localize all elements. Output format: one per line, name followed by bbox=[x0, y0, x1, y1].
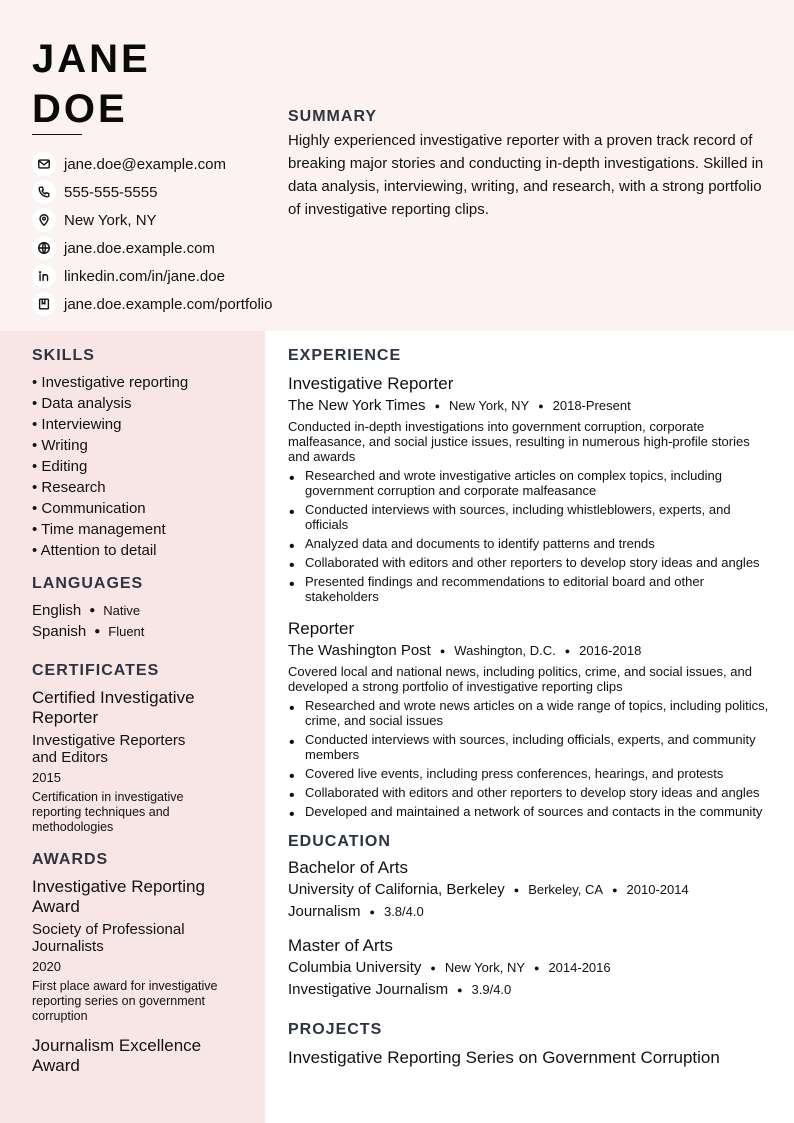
contact-website[interactable] bbox=[32, 234, 292, 262]
school-name: Columbia University bbox=[288, 959, 422, 976]
award-title: Journalism Excellence Award bbox=[32, 1036, 202, 1075]
separator-dot: ● bbox=[612, 885, 618, 895]
award-issuer: Society of Professional Journalists bbox=[32, 921, 185, 955]
summary-heading: SUMMARY bbox=[288, 108, 378, 125]
contact-email[interactable] bbox=[32, 150, 292, 178]
certificates-heading: CERTIFICATES bbox=[32, 662, 160, 679]
job-location: New York, NY bbox=[449, 398, 530, 413]
job-description: Covered local and national news, including politics, crime, and social issues, and developed a strong portfolio of investigative reporting clips bbox=[288, 664, 752, 694]
separator-dot: ● bbox=[538, 401, 544, 411]
skill-item: • Writing bbox=[32, 437, 88, 454]
language-level: Native bbox=[103, 603, 141, 618]
company-name: The New York Times bbox=[288, 397, 426, 414]
languages-section bbox=[32, 575, 257, 642]
separator-dot: ● bbox=[94, 626, 101, 637]
award-item bbox=[32, 1036, 257, 1076]
separator-dot: ● bbox=[434, 401, 440, 411]
degree-title: Bachelor of Arts bbox=[288, 858, 409, 877]
degree-title: Master of Arts bbox=[288, 936, 393, 955]
school-name: University of California, Berkeley bbox=[288, 881, 505, 898]
company-name: The Washington Post bbox=[288, 642, 431, 659]
separator-dot: ● bbox=[89, 605, 96, 616]
certificate-title: Certified Investigative Reporter bbox=[32, 688, 195, 727]
summary-text: Highly experienced investigative reporter with a proven track record of breaking major stories and conducting in-depth investigations. Skilled in data analysis, interviewing, writing, and research, with a strong portfolio of investigative reporting clips. bbox=[288, 132, 764, 218]
experience-section bbox=[288, 347, 772, 819]
bullet-item: • Researched and wrote investigative articles on complex topics, including government corruption and corporate malfeasance bbox=[288, 468, 772, 498]
separator-dot: ● bbox=[564, 646, 571, 656]
education-field-row bbox=[288, 901, 772, 923]
bullet-item: • Collaborated with editors and other reporters to develop story ideas and angles bbox=[288, 785, 772, 800]
skill-item: • Data analysis bbox=[32, 395, 132, 412]
portfolio-icon bbox=[32, 292, 56, 316]
job-dates: 2016-2018 bbox=[579, 643, 642, 658]
separator-dot: ● bbox=[534, 963, 540, 973]
languages-heading: LANGUAGES bbox=[32, 575, 144, 592]
contact-list bbox=[32, 150, 292, 318]
certificate-year: 2015 bbox=[32, 770, 61, 785]
location-pin-icon bbox=[32, 208, 56, 232]
separator-dot: ● bbox=[457, 985, 463, 995]
contact-linkedin-text: linkedin.com/in/jane.doe bbox=[64, 267, 225, 285]
bullet-item: • Presented findings and recommendations to editorial board and other stakeholders bbox=[288, 574, 772, 604]
education-dates: 2010-2014 bbox=[626, 882, 689, 897]
experience-heading: EXPERIENCE bbox=[288, 347, 402, 364]
school-location: Berkeley, CA bbox=[528, 882, 604, 897]
job-location: Washington, D.C. bbox=[454, 643, 556, 658]
bullet-item: • Developed and maintained a network of sources and contacts in the community bbox=[288, 804, 772, 819]
job-meta bbox=[288, 395, 772, 417]
skill-item: • Attention to detail bbox=[32, 542, 157, 559]
bullet-item: • Researched and wrote news articles on a wide range of topics, including politics, crime, and social issues bbox=[288, 698, 772, 728]
skills-heading: SKILLS bbox=[32, 347, 95, 364]
education-heading: EDUCATION bbox=[288, 833, 391, 850]
job-title: Investigative Reporter bbox=[288, 374, 454, 393]
skill-item: • Investigative reporting bbox=[32, 374, 189, 391]
award-year: 2020 bbox=[32, 959, 61, 974]
phone-icon bbox=[32, 180, 56, 204]
projects-section bbox=[288, 1021, 772, 1069]
bullet-item: • Analyzed data and documents to identify patterns and trends bbox=[288, 536, 772, 551]
contact-location-text: New York, NY bbox=[64, 211, 157, 229]
awards-section bbox=[32, 851, 257, 1076]
award-description: First place award for investigative reporting series on government corruption bbox=[32, 979, 218, 1023]
contact-phone[interactable] bbox=[32, 178, 292, 206]
skills-section bbox=[32, 347, 257, 561]
job-entry bbox=[288, 373, 772, 604]
project-title: Investigative Reporting Series on Government Corruption bbox=[288, 1048, 720, 1067]
certificates-section bbox=[32, 662, 257, 835]
bullet-item: • Conducted interviews with sources, including officials, experts, and community members bbox=[288, 732, 772, 762]
certificate-issuer: Investigative Reporters and Editors bbox=[32, 732, 186, 766]
skill-item: • Interviewing bbox=[32, 416, 122, 433]
contact-portfolio[interactable] bbox=[32, 290, 292, 318]
language-name: Spanish bbox=[32, 623, 87, 640]
awards-heading: AWARDS bbox=[32, 851, 109, 868]
award-item bbox=[32, 877, 257, 1024]
job-bullets bbox=[288, 468, 772, 604]
bullet-item: • Collaborated with editors and other reporters to develop story ideas and angles bbox=[288, 555, 772, 570]
skills-list bbox=[32, 372, 257, 561]
separator-dot: ● bbox=[439, 646, 446, 656]
bullet-item: • Covered live events, including press conferences, hearings, and protests bbox=[288, 766, 772, 781]
field-of-study: Journalism bbox=[288, 903, 361, 920]
contact-portfolio-text: jane.doe.example.com/portfolio bbox=[64, 295, 273, 313]
candidate-name bbox=[32, 34, 151, 134]
contact-location bbox=[32, 206, 292, 234]
education-entry bbox=[288, 935, 772, 1001]
skill-item: • Research bbox=[32, 479, 106, 496]
name-divider bbox=[32, 134, 82, 135]
language-item bbox=[32, 600, 257, 621]
separator-dot: ● bbox=[430, 963, 436, 973]
job-dates: 2018-Present bbox=[552, 398, 631, 413]
education-meta bbox=[288, 957, 772, 979]
education-section bbox=[288, 833, 772, 1001]
sidebar bbox=[32, 347, 257, 1076]
last-name: DOE bbox=[32, 87, 128, 131]
skill-item: • Time management bbox=[32, 521, 166, 538]
award-title: Investigative Reporting Award bbox=[32, 877, 205, 916]
separator-dot: ● bbox=[369, 907, 375, 917]
language-item bbox=[32, 621, 257, 642]
contact-phone-text: 555-555-5555 bbox=[64, 183, 158, 201]
main-column bbox=[288, 347, 772, 1069]
education-dates: 2014-2016 bbox=[548, 960, 611, 975]
education-field-row bbox=[288, 979, 772, 1001]
globe-icon bbox=[32, 236, 56, 260]
separator-dot: ● bbox=[513, 885, 520, 895]
gpa: 3.9/4.0 bbox=[471, 982, 512, 997]
gpa: 3.8/4.0 bbox=[383, 904, 424, 919]
job-title: Reporter bbox=[288, 619, 355, 638]
job-bullets bbox=[288, 698, 772, 819]
language-level: Fluent bbox=[108, 624, 145, 639]
skill-item: • Editing bbox=[32, 458, 88, 475]
contact-website-text: jane.doe.example.com bbox=[64, 239, 215, 257]
job-entry bbox=[288, 618, 772, 819]
skill-item: • Communication bbox=[32, 500, 146, 517]
contact-email-text: jane.doe@example.com bbox=[64, 155, 226, 173]
education-meta bbox=[288, 879, 772, 901]
education-entry bbox=[288, 857, 772, 923]
mail-icon bbox=[32, 152, 56, 176]
linkedin-icon bbox=[32, 264, 56, 288]
first-name: JANE bbox=[32, 37, 151, 81]
summary-section bbox=[288, 108, 768, 221]
certificate-description: Certification in investigative reporting techniques and methodologies bbox=[32, 790, 184, 834]
job-meta bbox=[288, 640, 772, 662]
certificate-item bbox=[32, 688, 257, 835]
job-description: Conducted in-depth investigations into government corruption, corporate malfeasance, and social justice issues, resulting in numerous high-profile stories and awards bbox=[288, 419, 750, 464]
bullet-item: • Conducted interviews with sources, including whistleblowers, experts, and officials bbox=[288, 502, 772, 532]
projects-heading: PROJECTS bbox=[288, 1021, 383, 1038]
contact-linkedin[interactable] bbox=[32, 262, 292, 290]
field-of-study: Investigative Journalism bbox=[288, 981, 449, 998]
school-location: New York, NY bbox=[444, 960, 526, 975]
language-name: English bbox=[32, 602, 82, 619]
